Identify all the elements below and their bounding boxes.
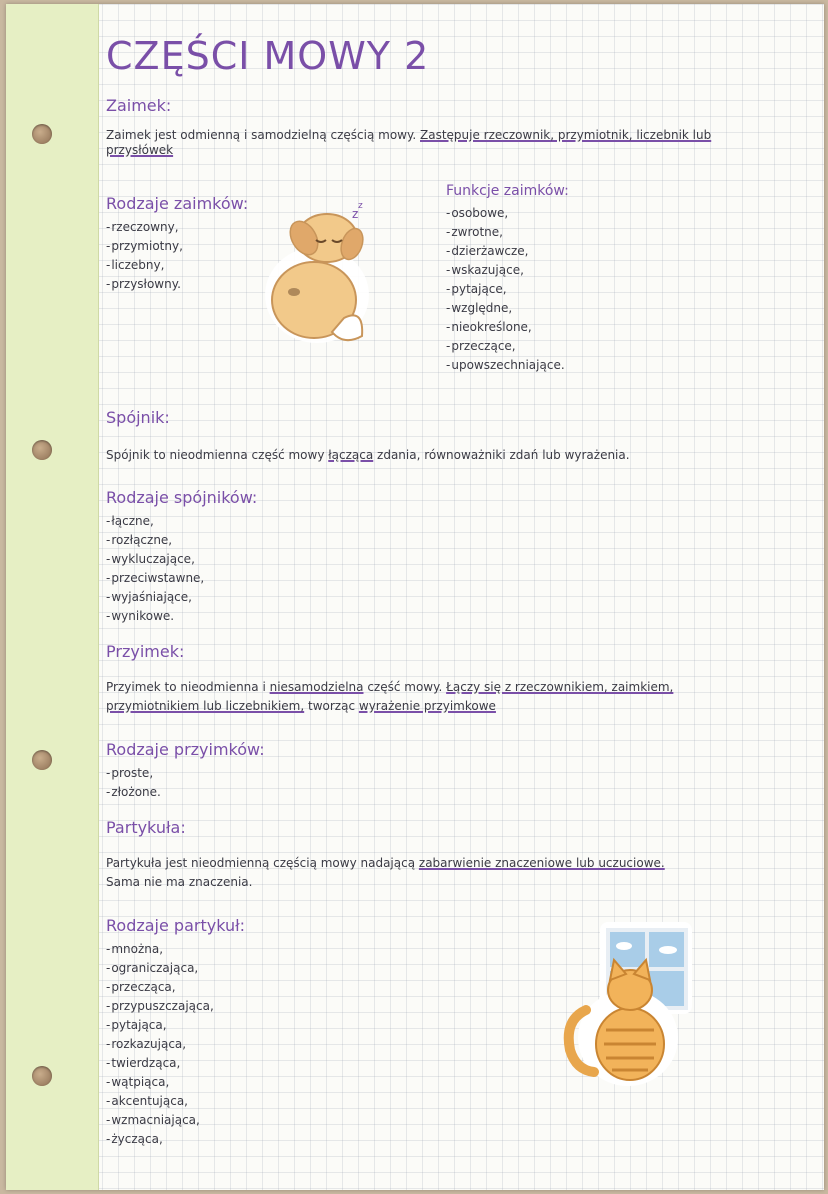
- zaimek-definition: [106, 128, 746, 158]
- list-item: - rozłączne,: [106, 531, 204, 550]
- przyimek-def-underlined: niesamodzielna: [269, 680, 364, 694]
- list-item: - rzeczowny,: [106, 218, 183, 237]
- list-item: - przecząca,: [106, 978, 214, 997]
- spojnik-heading: Spójnik:: [106, 408, 170, 427]
- list-item: - wynikowe.: [106, 607, 204, 626]
- spojnik-def-text: Spójnik to nieodmienna część mowy: [106, 448, 329, 462]
- list-item: - łączne,: [106, 512, 204, 531]
- list-item: - wykluczające,: [106, 550, 204, 569]
- przyimek-def-underlined: Łączy się z rzeczownikiem, zaimkiem, przymiotnikiem lub liczebnikiem,: [106, 680, 674, 713]
- zaimek-functions-heading: Funkcje zaimków:: [446, 183, 569, 199]
- spojnik-types-heading: Rodzaje spójników:: [106, 488, 258, 507]
- list-item: - przypuszczająca,: [106, 997, 214, 1016]
- list-item: - pytające,: [446, 280, 565, 299]
- list-item: - upowszechniające.: [446, 356, 565, 375]
- przyimek-def-underlined: wyrażenie przyimkowe: [358, 699, 496, 713]
- list-item: - mnożna,: [106, 940, 214, 959]
- spojnik-types-list: [106, 512, 204, 626]
- list-item: - przymiotny,: [106, 237, 183, 256]
- list-item: - pytająca,: [106, 1016, 214, 1035]
- zaimek-types-list: [106, 218, 183, 294]
- list-item: - życząca,: [106, 1130, 214, 1149]
- punch-hole: [32, 1066, 52, 1086]
- punch-hole: [32, 124, 52, 144]
- zaimek-heading: Zaimek:: [106, 96, 172, 115]
- przyimek-types-list: [106, 764, 161, 802]
- list-item: - liczebny,: [106, 256, 183, 275]
- list-item: - względne,: [446, 299, 565, 318]
- sleeping-dog-sticker-icon: [252, 200, 382, 350]
- przyimek-heading: Przyimek:: [106, 642, 185, 661]
- list-item: - proste,: [106, 764, 161, 783]
- partykula-def-text: Sama nie ma znaczenia.: [106, 875, 253, 889]
- list-item: - wątpiąca,: [106, 1073, 214, 1092]
- list-item: - rozkazująca,: [106, 1035, 214, 1054]
- spojnik-def-text: zdania, równoważniki zdań lub wyrażenia.: [373, 448, 630, 462]
- partykula-def-underlined: zabarwienie znaczeniowe lub uczuciowe.: [418, 856, 665, 870]
- list-item: - akcentująca,: [106, 1092, 214, 1111]
- przyimek-def-text: część mowy.: [363, 680, 447, 694]
- list-item: - zwrotne,: [446, 223, 565, 242]
- przyimek-def-text: tworząc: [304, 699, 359, 713]
- list-item: - nieokreślone,: [446, 318, 565, 337]
- punch-hole: [32, 440, 52, 460]
- list-item: - osobowe,: [446, 204, 565, 223]
- zaimek-functions-list: [446, 204, 565, 375]
- spojnik-definition: [106, 448, 746, 463]
- partykula-def-text: Partykuła jest nieodmienną częścią mowy nadającą: [106, 856, 419, 870]
- cat-window-sticker-icon: [556, 920, 696, 1090]
- notebook-page: [6, 4, 824, 1190]
- partykula-heading: Partykuła:: [106, 818, 186, 837]
- list-item: - dzierżawcze,: [446, 242, 565, 261]
- zaimek-def-underlined: Zastępuje rzeczownik, przymiotnik, liczebnik lub przysłówek: [106, 128, 712, 157]
- list-item: - wyjaśniające,: [106, 588, 204, 607]
- punch-hole: [32, 750, 52, 770]
- list-item: - złożone.: [106, 783, 161, 802]
- svg-text:z: z: [358, 201, 363, 211]
- list-item: - przeczące,: [446, 337, 565, 356]
- list-item: - twierdząca,: [106, 1054, 214, 1073]
- list-item: - ograniczająca,: [106, 959, 214, 978]
- margin-strip: [6, 4, 99, 1190]
- page-title: CZĘŚCI MOWY 2: [106, 34, 430, 78]
- przyimek-definition: [106, 678, 766, 716]
- partykula-types-list: [106, 940, 214, 1149]
- przyimek-def-text: Przyimek to nieodmienna i: [106, 680, 270, 694]
- spojnik-def-underlined: łącząca: [328, 448, 374, 462]
- list-item: - przysłowny.: [106, 275, 183, 294]
- partykula-types-heading: Rodzaje partykuł:: [106, 916, 246, 935]
- list-item: - wzmacniająca,: [106, 1111, 214, 1130]
- partykula-definition: [106, 854, 766, 892]
- list-item: - przeciwstawne,: [106, 569, 204, 588]
- list-item: - wskazujące,: [446, 261, 565, 280]
- zaimek-def-text: Zaimek jest odmienną i samodzielną częścią mowy.: [106, 128, 420, 142]
- svg-text:z: z: [352, 207, 359, 221]
- przyimek-types-heading: Rodzaje przyimków:: [106, 740, 265, 759]
- zaimek-types-heading: Rodzaje zaimków:: [106, 194, 249, 213]
